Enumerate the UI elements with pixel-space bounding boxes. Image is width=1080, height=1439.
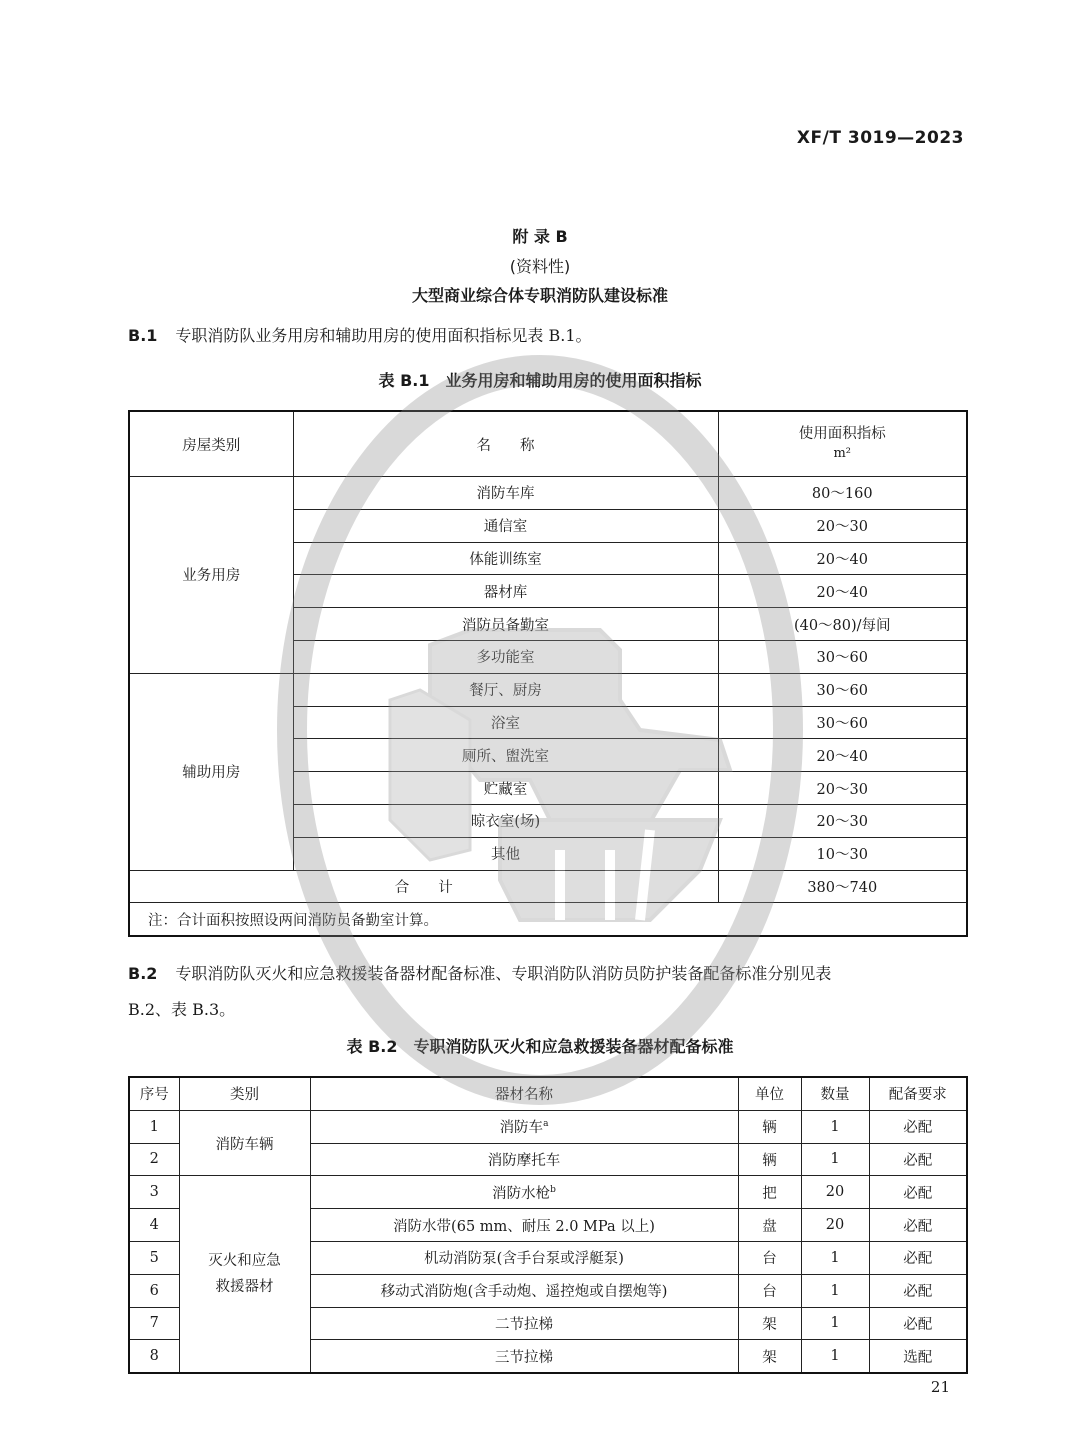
clause-b2-continuation: B.2、表 B.3。	[128, 1000, 236, 1019]
table-note: 注：合计面积按照设两间消防员备勤室计算。	[129, 903, 967, 937]
item-req: 必配	[869, 1143, 967, 1176]
total-area: 380～740	[718, 870, 967, 903]
room-area: 10～30	[718, 837, 967, 870]
item-unit: 台	[738, 1241, 801, 1274]
clause-b1	[128, 320, 966, 351]
item-req: 必配	[869, 1274, 967, 1307]
item-unit: 辆	[738, 1143, 801, 1176]
room-name: 器材库	[293, 575, 718, 608]
room-area: 30～60	[718, 640, 967, 673]
item-req: 必配	[869, 1241, 967, 1274]
row-no: 7	[129, 1307, 179, 1340]
area-index-table	[128, 410, 968, 937]
room-name: 通信室	[293, 509, 718, 542]
item-unit: 架	[738, 1307, 801, 1340]
item-unit: 辆	[738, 1110, 801, 1143]
room-name: 体能训练室	[293, 542, 718, 575]
room-name: 多功能室	[293, 640, 718, 673]
item-req: 选配	[869, 1340, 967, 1373]
equipment-table	[128, 1076, 968, 1374]
header-area-label: 使用面积指标	[798, 426, 886, 442]
row-no: 8	[129, 1340, 179, 1373]
header-area	[718, 411, 967, 477]
item-name: 消防摩托车	[310, 1143, 738, 1176]
item-qty: 1	[801, 1274, 869, 1307]
item-qty: 20	[801, 1176, 869, 1209]
footnote-mark: b	[550, 1184, 556, 1195]
group-label: 消防车辆	[179, 1110, 310, 1176]
row-no: 2	[129, 1143, 179, 1176]
table1-caption: 表 B.1 业务用房和辅助用房的使用面积指标	[378, 371, 702, 390]
item-req: 必配	[869, 1307, 967, 1340]
room-area: 20～40	[718, 542, 967, 575]
room-area: 20～40	[718, 739, 967, 772]
header-name: 名 称	[293, 411, 718, 477]
item-qty: 20	[801, 1209, 869, 1242]
room-name: 消防车库	[293, 477, 718, 510]
room-name: 其他	[293, 837, 718, 870]
row-no: 1	[129, 1110, 179, 1143]
group-label: 业务用房	[129, 477, 293, 674]
room-name: 浴室	[293, 706, 718, 739]
item-req: 必配	[869, 1110, 967, 1143]
item-qty: 1	[801, 1340, 869, 1373]
header-area-unit: m²	[833, 446, 852, 461]
item-name: 消防水带(65 mm、耐压 2.0 MPa 以上)	[310, 1209, 738, 1242]
appendix-subtitle: 大型商业综合体专职消防队建设标准	[411, 286, 668, 305]
room-area: 20～30	[718, 509, 967, 542]
clause-text: 专职消防队灭火和应急救援装备器材配备标准、专职消防队消防员防护装备配备标准分别见表	[175, 964, 832, 983]
room-name: 晾衣室(场)	[293, 804, 718, 837]
clause-number: B.1	[128, 326, 158, 345]
item-name: 移动式消防炮(含手动炮、遥控炮或自摆炮等)	[310, 1274, 738, 1307]
room-area: (40～80)/每间	[718, 608, 967, 641]
table-header-row	[129, 1077, 967, 1110]
item-name: 消防车$^a$	[310, 1110, 738, 1143]
row-no: 4	[129, 1209, 179, 1242]
footnote-mark: a	[543, 1119, 549, 1130]
item-unit: 架	[738, 1340, 801, 1373]
room-area: 20～30	[718, 772, 967, 805]
row-no: 6	[129, 1274, 179, 1307]
standard-code: XF/T 3019—2023	[796, 128, 964, 148]
header-unit: 单位	[738, 1077, 801, 1110]
appendix-title: 附 录 B	[512, 227, 568, 246]
item-qty: 1	[801, 1143, 869, 1176]
group-label: 灭火和应急 救援器材	[179, 1176, 310, 1373]
header-req: 配备要求	[869, 1077, 967, 1110]
item-unit: 把	[738, 1176, 801, 1209]
table-row	[129, 673, 967, 706]
item-name: 三节拉梯	[310, 1340, 738, 1373]
header-name: 器材名称	[310, 1077, 738, 1110]
clause-text: 专职消防队业务用房和辅助用房的使用面积指标见表 B.1。	[175, 326, 592, 345]
header-category: 房屋类别	[129, 411, 293, 477]
room-name: 厕所、盥洗室	[293, 739, 718, 772]
note-row	[129, 903, 967, 937]
item-name: 二节拉梯	[310, 1307, 738, 1340]
room-area: 80～160	[718, 477, 967, 510]
total-label: 合 计	[129, 870, 718, 903]
item-req: 必配	[869, 1176, 967, 1209]
table2-caption: 表 B.2 专职消防队灭火和应急救援装备器材配备标准	[346, 1037, 734, 1056]
header-category: 类别	[179, 1077, 310, 1110]
header-qty: 数量	[801, 1077, 869, 1110]
table-row	[129, 477, 967, 510]
total-row	[129, 870, 967, 903]
item-req: 必配	[869, 1209, 967, 1242]
page-number: 21	[930, 1378, 950, 1396]
room-name: 餐厅、厨房	[293, 673, 718, 706]
clause-b2	[128, 958, 966, 989]
room-name: 贮藏室	[293, 772, 718, 805]
group-label: 辅助用房	[129, 673, 293, 870]
item-qty: 1	[801, 1307, 869, 1340]
item-unit: 台	[738, 1274, 801, 1307]
row-no: 5	[129, 1241, 179, 1274]
room-name: 消防员备勤室	[293, 608, 718, 641]
item-unit: 盘	[738, 1209, 801, 1242]
clause-number: B.2	[128, 964, 158, 983]
room-area: 20～30	[718, 804, 967, 837]
header-no: 序号	[129, 1077, 179, 1110]
item-qty: 1	[801, 1110, 869, 1143]
room-area: 30～60	[718, 673, 967, 706]
table-row	[129, 1176, 967, 1209]
room-area: 30～60	[718, 706, 967, 739]
item-name: 消防水枪$^b$	[310, 1176, 738, 1209]
row-no: 3	[129, 1176, 179, 1209]
room-area: 20～40	[718, 575, 967, 608]
item-name: 机动消防泵(含手台泵或浮艇泵)	[310, 1241, 738, 1274]
table-row	[129, 1110, 967, 1143]
appendix-nature: (资料性)	[509, 257, 571, 276]
table-header-row	[129, 411, 967, 477]
item-qty: 1	[801, 1241, 869, 1274]
